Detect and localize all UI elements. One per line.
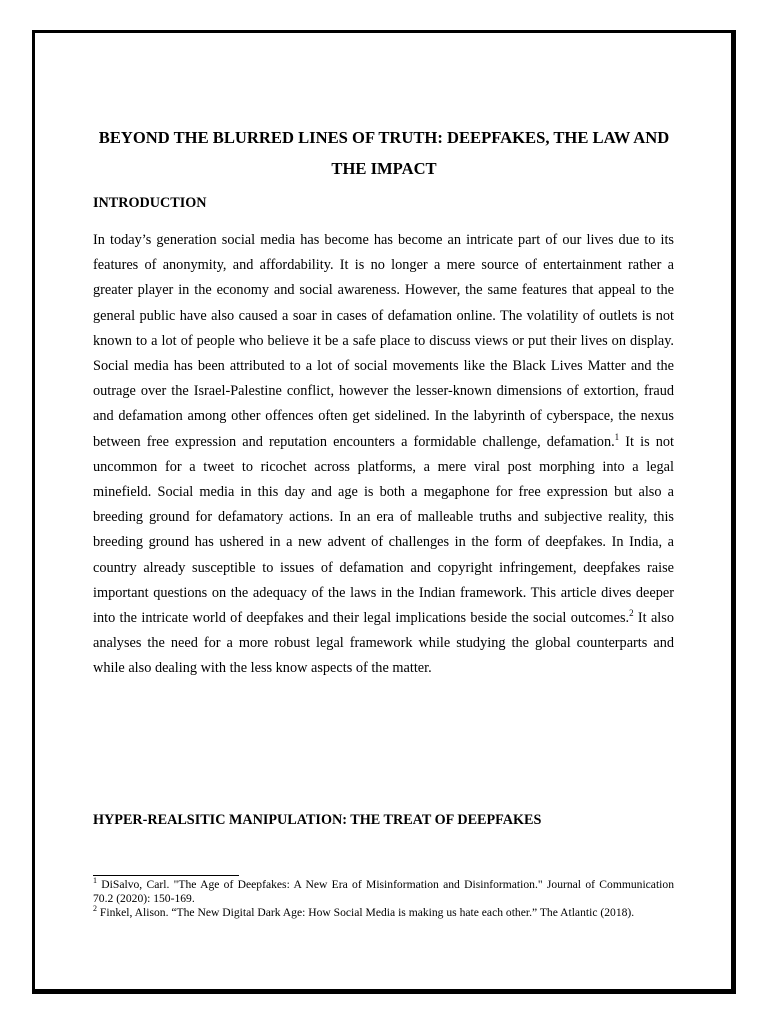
body-text-part-3: It also analyses the need for a more robust legal framework while studying the global counterparts and while also dealing with the less know aspects of the matter. <box>93 610 674 677</box>
page-title: BEYOND THE BLURRED LINES OF TRUTH: DEEPFAKES, THE LAW AND THE IMPACT <box>98 128 670 178</box>
footnote-reference-1[interactable]: 1 <box>614 431 620 442</box>
footnote-mark-1: 1 <box>93 876 97 886</box>
footnote-2 <box>93 906 674 920</box>
footnote-text-1: DiSalvo, Carl. "The Age of Deepfakes: A New Era of Misinformation and Disinformation." Journal of Communication 70.2 (2020): 150-169. <box>93 878 674 905</box>
hyper-realistic-heading: HYPER-REALSITIC MANIPULATION: THE TREAT OF DEEPFAKES <box>93 812 542 828</box>
footnote-text-2: Finkel, Alison. “The New Digital Dark Age: How Social Media is making us hate each other.” The Atlantic (2018). <box>97 906 635 919</box>
body-text-part-2: It is not uncommon for a tweet to ricochet across platforms, a mere viral post morphing into a legal minefield. Social media in this day and age is both a megaphone for free expression but also a breeding ground for defamatory actions. In an era of malleable truths and subjective reality, this breeding ground has ushered in a new advent of challenges in the form of deepfakes. In India, a country already susceptible to issues of defamation and copyright infringement, deepfakes raise important questions on the adequacy of the laws in the Indian framework. This article dives deeper into the intricate world of deepfakes and their legal implications beside the social outcomes. <box>93 433 674 627</box>
footnote-1 <box>93 878 674 906</box>
introduction-heading: INTRODUCTION <box>93 195 207 211</box>
introduction-paragraph <box>93 228 674 682</box>
footnote-mark-2: 2 <box>93 904 97 914</box>
footnotes <box>93 878 674 920</box>
footnote-reference-2[interactable]: 2 <box>629 608 634 619</box>
body-text-part-1: In today’s generation social media has become has become an intricate part of our lives due to its features of anonymity, and affordability. It is no longer a mere source of entertainment rather a greater player in the economy and social awareness. However, the same features that appeal to the general public have also caused a soar in cases of defamation online. The volatility of outlets is not known to a lot of people who believe it be a safe place to discuss views or put their lives on display. Social media has been attributed to a lot of social movements like the Black Lives Matter and the outrage over the Israel-Palestine conflict, however the lesser-known dimensions of extortion, fraud and defamation among other offences often get sidelined. In the labyrinth of cyberspace, the nexus between free expression and reputation encounters a formidable challenge, defamation. <box>93 232 674 450</box>
footnote-separator <box>93 875 239 876</box>
